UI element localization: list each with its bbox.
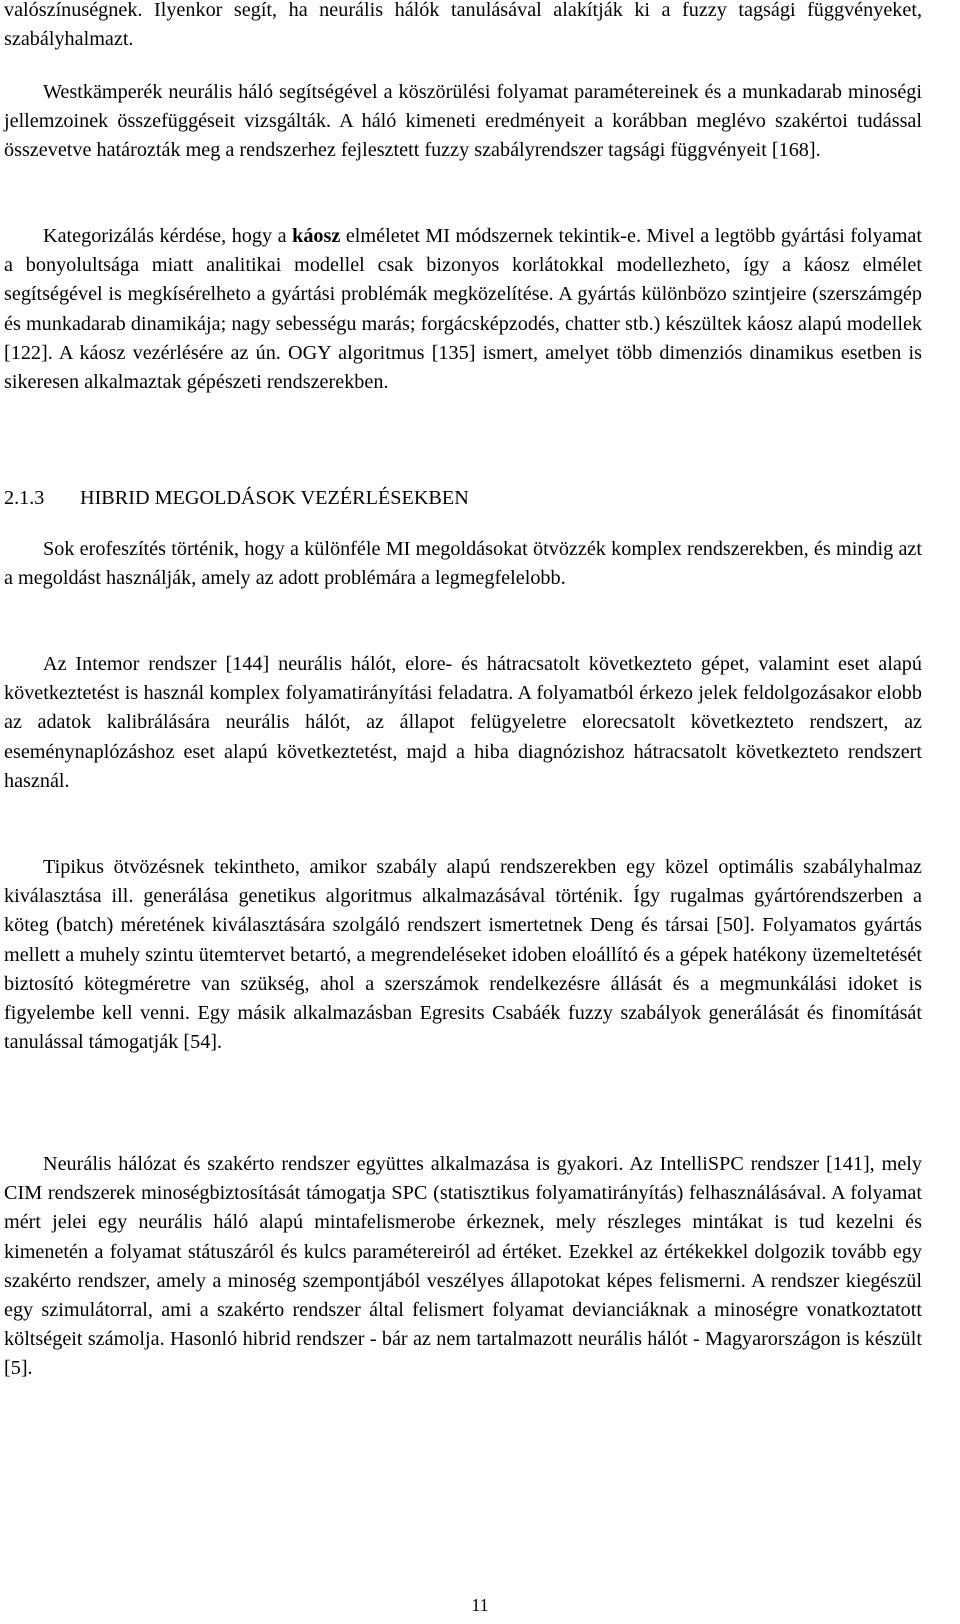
paragraph-westkamper: Westkämperék neurális háló segítségével a köszörülési folyamat paramétereinek és a munkadarab minoségi jellemzoinek összefüggéseit vizsgálták. A háló kimeneti eredményeit a korábban meglévo szakértoi tudással összevetve határozták meg a rendszerhez fejlesztett fuzzy szabályrendszer tagsági függvényeit [168]. (4, 81, 922, 162)
paragraph-fuzzy-membership: valószínuségnek. Ilyenkor segít, ha neurális hálók tanulásával alakítják ki a fuzzy tagsági függvényeket, szabályhalmazt. (4, 0, 922, 51)
paragraph-intemor: Az Intemor rendszer [144] neurális hálót, elore- és hátracsatolt következteto gépet, valamint eset alapú következtetést is használ komplex folyamatirányítási feladatra. A folyamatból érkezo jelek feldolgozásakor elobb az adatok kalibrálására neurális hálót, az állapot felügyeletre elorecsatolt következteto rendszert, az eseménynaplózáshoz eset alapú következtetést, majd a hiba diagnózishoz hátracsatolt következteto rendszert használ. (4, 653, 922, 792)
chaos-term-bold: káosz (292, 225, 341, 247)
page-number: 11 (471, 1595, 489, 1615)
section-title: HIBRID MEGOLDÁSOK VEZÉRLÉSEKBEN (80, 487, 469, 509)
paragraph-chaos-theory (4, 222, 922, 397)
chaos-text-before: Kategorizálás kérdése, hogy a (43, 225, 293, 247)
section-heading (4, 484, 469, 513)
paragraph-intellispc: Neurális hálózat és szakérto rendszer együttes alkalmazása is gyakori. Az IntelliSPC rendszer [141], mely CIM rendszerek minoségbiztosítását támogatja SPC (statisztikus folyamatirányítás) felhasználásával. A folyamat mért jelei egy neurális háló alapú mintafelismerobe érkeznek, mely részleges mintákat is tud kezelni és kimenetén a folyamat státuszáról és kulcs paramétereiról ad értéket. Ezekkel az értékekkel dolgozik tovább egy szakérto rendszer, amely a minoség szempontjából veszélyes állapotokat képes felismerni. A rendszer kiegészül egy szimulátorral, ami a szakérto rendszer által felismert folyamat devianciáknak a minoségre vonatkoztatott költségeit számolja. Hasonló hibrid rendszer - bár az nem tartalmazott neurális hálót - Magyarországon is készült [5]. (4, 1153, 922, 1380)
paragraph-genetic-algorithm: Tipikus ötvözésnek tekintheto, amikor szabály alapú rendszerekben egy közel optimális szabályhalmaz kiválasztása ill. generálása genetikus algoritmus alkalmazásával történik. Így rugalmas gyártórendszerben a köteg (batch) méretének kiválasztására szolgáló rendszert ismertetnek Deng és társai [50]. Folyamatos gyártás mellett a muhely szintu ütemtervet betartó, a megrendeléseket idoben eloállító és a gépek hatékony üzemeltetését biztosító kötegméretre van szükség, ahol a szerszámok rendelkezésre állását és a megmunkálási idoket is figyelembe kell venni. Egy másik alkalmazásban Egresits Csabáék fuzzy szabályok generálását és finomítását tanulással támogatják [54]. (4, 856, 922, 1054)
paragraph-hybrid-solutions: Sok erofeszítés történik, hogy a különféle MI megoldásokat ötvözzék komplex rendszerekben, és mindig azt a megoldást használják, amely az adott problémára a legmegfelelobb. (4, 538, 922, 590)
section-number: 2.1.3 (4, 487, 45, 509)
chaos-text-after: elméletet MI módszernek tekintik-e. Mivel a legtöbb gyártási folyamat a bonyolultsága miatt analitikai modellel csak bizonyos korlátokkal modellezheto, így a káosz elmélet segítségével is megkísérelheto a gyártási problémák megközelítése. A gyártás különbözo szintjeire (szerszámgép és munkadarab dinamikája; nagy sebességu marás; forgácsképzodés, chatter stb.) készültek káosz alapú modellek [122]. A káosz vezérlésére az ún. OGY algoritmus [135] ismert, amelyet több dimenziós dinamikus esetben is sikeresen alkalmaztak gépészeti rendszerekben. (4, 225, 922, 394)
